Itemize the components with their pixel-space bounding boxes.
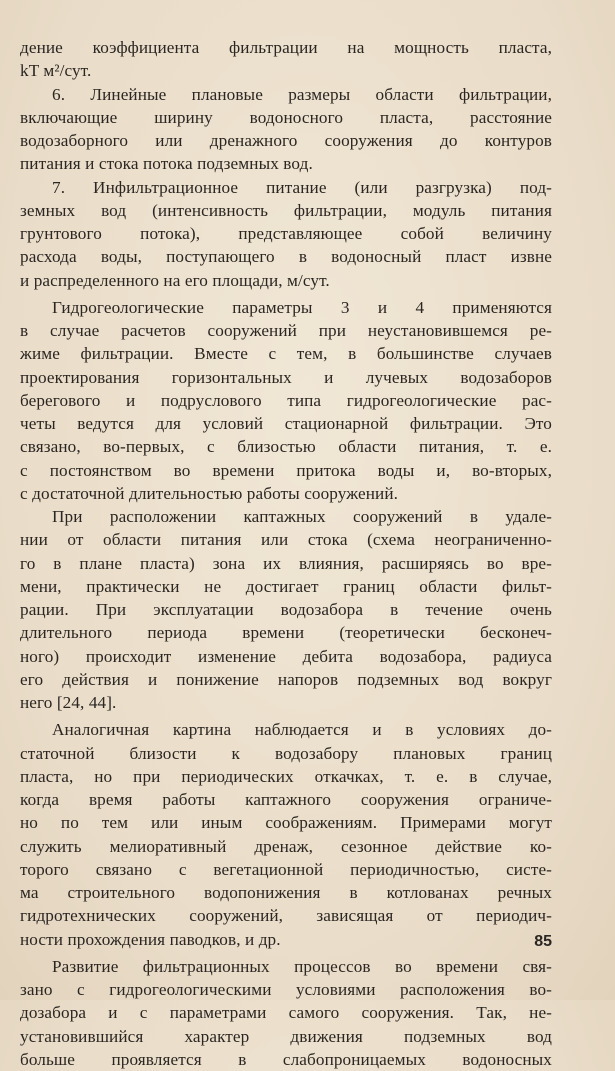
text-line: дозабора и с параметрами самого сооружения. Так, не- [20, 1003, 552, 1023]
text-line: водозаборного или дренажного сооружения до контуров [20, 131, 552, 150]
text-line: ности прохождения паводков, и др. [20, 929, 281, 949]
paragraph [20, 718, 552, 951]
paragraph [20, 296, 552, 505]
text-line: связано, во-первых, с близостью области питания, т. е. [20, 437, 552, 457]
text-line: Аналогичная картина наблюдается и в условиях до- [52, 720, 552, 740]
page-number: 85 [534, 933, 552, 950]
text-line: длительного периода времени (теоретически бесконеч- [20, 623, 552, 643]
text-line: рации. При эксплуатации водозабора в течение очень [20, 600, 552, 619]
text-line: гидротехнических сооружений, зависящая от периодич- [20, 906, 552, 926]
text-line: ного) происходит изменение дебита водозабора, радиуса [20, 646, 552, 666]
text-line: служить мелиоративный дренаж, сезонное действие ко- [20, 836, 552, 856]
text-line: установившийся характер движения подземных вод [20, 1026, 552, 1046]
text-line: в случае расчетов сооружений при неустановившемся ре- [20, 321, 552, 340]
text-line: Гидрогеологические параметры 3 и 4 применяются [52, 297, 552, 317]
text-line: с достаточной длительностью работы сооружений. [20, 483, 399, 503]
text-line: грунтового потока), представляющее собой величину [20, 224, 552, 243]
text-line: kT м²/сут. [20, 61, 92, 81]
text-line: жиме фильтрации. Вместе с тем, в большинстве случаев [20, 344, 552, 364]
text-line: с постоянством во времени притока воды и, во-вторых, [20, 460, 552, 480]
text-line: берегового и подруслового типа гидрогеологические рас- [20, 390, 552, 410]
text-line: дение коэффициента фильтрации на мощность пласта, [20, 38, 552, 57]
text-line: 7. Инфильтрационное питание (или разгрузка) под- [52, 177, 552, 197]
text-line: больше проявляется в слабопроницаемых водоносных [20, 1049, 552, 1069]
paragraph [20, 176, 552, 292]
text-line: проектирования горизонтальных и лучевых водозаборов [20, 367, 552, 387]
body-text [20, 36, 552, 1071]
text-line: нии от области питания или стока (схема неограниченно- [20, 530, 552, 550]
paragraph [20, 505, 552, 714]
text-line: пласта, но при периодических откачках, т. е. в случае, [20, 766, 552, 786]
text-line: 6. Линейные плановые размеры области фильтрации, [52, 84, 552, 104]
paragraph [20, 83, 552, 176]
paragraph [20, 955, 552, 1071]
text-line: статочной близости к водозабору плановых границ [20, 743, 552, 763]
text-line: и распределенного на его площади, м/сут. [20, 270, 330, 290]
text-line: включающие ширину водоносного пласта, расстояние [20, 107, 552, 127]
text-line: земных вод (интенсивность фильтрации, модуль питания [20, 200, 552, 220]
text-line: когда время работы каптажного сооружения ограниче- [20, 790, 552, 809]
text-line: Развитие фильтрационных процессов во времени свя- [52, 956, 552, 976]
text-line: четы ведутся для условий стационарной фильтрации. Это [20, 414, 552, 433]
text-line: ма строительного водопонижения в котлованах речных [20, 883, 552, 902]
text-line: го в плане пласта) зона их влияния, расширяясь во вре- [20, 553, 552, 573]
text-line: зано с гидрогеологическими условиями расположения во- [20, 980, 552, 999]
text-line: но по тем или иным соображениям. Примерами могут [20, 813, 552, 833]
text-line: питания и стока потока подземных вод. [20, 154, 313, 174]
paragraph [20, 36, 552, 83]
text-line: его действия и понижение напоров подземных вод вокруг [20, 669, 552, 689]
text-line: расхода воды, поступающего в водоносный пласт извне [20, 247, 552, 267]
text-line: него [24, 44]. [20, 693, 117, 712]
text-line: При расположении каптажных сооружений в удале- [52, 507, 552, 526]
text-line: мени, практически не достигает границ области фильт- [20, 576, 552, 596]
text-line: торого связано с вегетационной периодичностью, систе- [20, 859, 552, 879]
